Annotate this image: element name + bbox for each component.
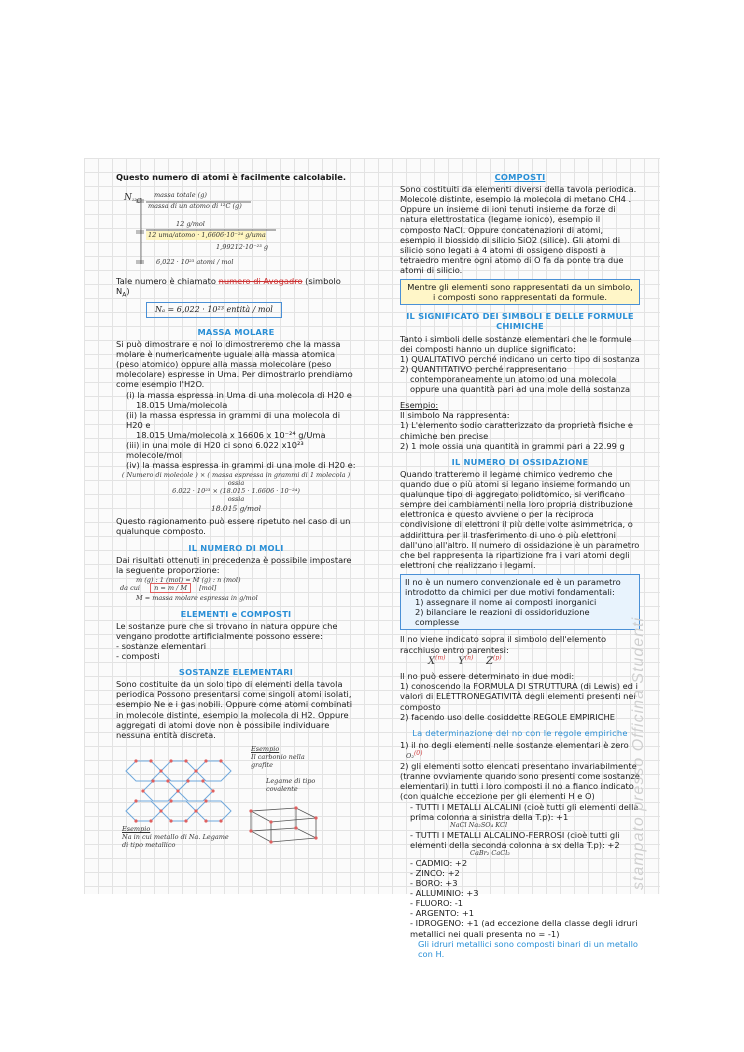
esempio-line: Il simbolo Na rappresenta: xyxy=(400,410,510,421)
oss-symbols xyxy=(428,655,640,669)
mm-calc-e: 18.015 g/mol xyxy=(211,504,261,514)
elementi-list-item: - composti xyxy=(116,651,160,662)
element-rule: - IDROGENO: +1 (ad eccezione della classe degli idruri metallici nei quali presenta no = -1) xyxy=(410,918,638,939)
mm-calc-c: 6.022 · 10²³ × (18.015 · 1.6606 · 10⁻²⁴) xyxy=(172,487,300,496)
elementi-list-item: - sostanze elementari xyxy=(116,640,207,651)
fig-label-esempio-2: Esempio xyxy=(122,824,151,833)
sostanze-title: SOSTANZE ELEMENTARI xyxy=(178,667,294,678)
element-rule: - ZINCO: +2 xyxy=(410,867,460,878)
calc-l1-den: massa di un atomo di ¹²C (g) xyxy=(148,202,242,211)
regole-line: 2) gli elementi sotto elencati presentano invariabilmente (tranne ovviamente quando sono presenti come sostanze elementari) in tutti i loro composti il no a fianco indicato (con qualche eccezione per gli elementi H e O) xyxy=(400,761,640,802)
oss-symbol: $Z^{(p)}$ xyxy=(486,654,502,668)
regole-title: La determinazione del no con le regole empiriche xyxy=(412,727,628,738)
sig-item: 1) QUALITATIVO perché indicano un certo tipo di sostanza xyxy=(400,353,640,364)
right-column xyxy=(400,172,640,959)
composti-title: COMPOSTI xyxy=(494,172,546,182)
element-rule: - FLUORO: -1 xyxy=(410,898,464,909)
moli-da-cui: da cui xyxy=(120,583,141,592)
mm-conclusion: Questo ragionamento può essere ripetuto nel caso di un qualunque composto. xyxy=(116,516,351,537)
alkf-examples: CaBr₂ CaCl₂ xyxy=(470,848,510,857)
ossidazione-title: IL NUMERO DI OSSIDAZIONE xyxy=(451,456,589,467)
oss-paragraph-3: Il no può essere determinato in due modi: xyxy=(400,671,575,682)
elements-list xyxy=(400,802,640,959)
esempio-line: 1) L'elemento sodio caratterizzato da proprietà fisiche e chimiche ben precise xyxy=(400,420,634,441)
regole-line-text: 1) il no degli elementi nelle sostanze elementari è zero xyxy=(400,739,629,750)
oss-box-line: 1) assegnare il nome ai composti inorganici xyxy=(415,597,597,608)
mm-item: 18.015 Uma/molecola xyxy=(136,399,228,410)
sig-item: 2) QUANTITATIVO perché rappresentano xyxy=(400,363,567,374)
watermark: stampato presso Officina Studenti xyxy=(630,616,647,890)
moli-formula: n = m / M xyxy=(150,583,191,593)
massa-molare-title: MASSA MOLARE xyxy=(197,326,275,337)
esempio-line: 2) 1 mole ossia una quantità in grammi pari a 22.99 g xyxy=(400,440,625,451)
calc-l1-num: massa totale (g) xyxy=(154,191,207,200)
significato-title: IL SIGNIFICATO DEI SIMBOLI E DELLE FORMULE CHIMICHE xyxy=(406,311,634,332)
ossidazione-paragraph: Quando tratteremo il legame chimico vedremo che quando due o più atomi si legano insieme formando un qualunque tipo di aggregato polidtomico, si verificano sempre dei cambiamenti nella loro propria distribuzione elettronica e questo avviene o per la reciproca condivisione di elettroni il più delle volte asimmetrica, o addirittura per il trasferimento di uno o più elettroni dall'uno all'altro. Il numero di ossidazione è un parametro che bel rappresenta la ripartizione fra i vari atomi degli elettroni che realizzano i legami. xyxy=(400,468,640,570)
sig-item: contemporaneamente un atomo od una molecola oppure una quantità pari ad una mole della sostanza xyxy=(410,373,631,395)
mm-item: 18.015 Uma/molecola x 16606 x 10⁻²⁴ g/Uma xyxy=(136,430,326,441)
calc-l3: 1,99212·10⁻²³ g xyxy=(216,243,269,252)
element-rule: - ALLUMINIO: +3 xyxy=(410,888,479,899)
left-column xyxy=(116,172,356,849)
element-rule: - TUTTI I METALLI ALCALINI (cioè tutti gli elementi della prima colonna a sinistra della T.p): +1 xyxy=(410,801,639,822)
regole-o2: O₂(0) xyxy=(406,749,423,761)
oss-mode: 1) conoscendo la FORMULA DI STRUTTURA (di Lewis) ed i valori di ELETTRONEGATIVITÀ degli elementi presenti nel composto xyxy=(400,681,638,712)
moli-equation: m (g) : 1 (mol) = M (g) : n (mol) xyxy=(136,575,241,584)
elementi-title: ELEMENTI e COMPOSTI xyxy=(180,608,292,619)
avogadro-text-a: Tale numero è chiamato xyxy=(116,276,216,287)
avogadro-formula-box: Nₐ = 6,022 · 10²³ entità / mol xyxy=(146,302,282,318)
oss-paragraph-2: Il no viene indicato sopra il simbolo dell'elemento racchiuso entro parentesi: xyxy=(400,634,607,655)
avogadro-sentence: Tale numero è chiamato numero di Avogadro (simbolo $N_A$) xyxy=(116,276,341,299)
massa-molare-paragraph: Si può dimostrare e noi lo dimostreremo che la massa molare è numericamente uguale alla massa atomica (peso atomico) oppure alla massa molecolare (peso molecolare) espresse in Uma. Per dimostrarlo prendiamo come esempio l'H2O. xyxy=(116,339,353,390)
mm-calc-d: ossia xyxy=(227,495,245,504)
fig-label-covalent: Legame di tipo covalente xyxy=(266,776,316,793)
oss-mode: 2) facendo uso delle cosiddette REGOLE EMPIRICHE xyxy=(400,711,616,722)
esempio-title: Esempio: xyxy=(400,400,439,411)
oss-box-line: Il no è un numero convenzionale ed è un parametro introdotto da chimici per due motivi fondamentali: xyxy=(405,576,621,598)
moli-paragraph: Dai risultati ottenuti in precedenza è possibile impostare la seguente proporzione: xyxy=(116,554,352,575)
element-rule: - ARGENTO: +1 xyxy=(410,908,475,919)
calc-l2-num: 12 g/mol xyxy=(176,220,205,229)
avogadro-strike: numero di Avogadro xyxy=(218,276,303,287)
moli-title: IL NUMERO DI MOLI xyxy=(188,542,284,553)
composti-box: Mentre gli elementi sono rappresentati da un simbolo, i composti sono rappresentati da formule. xyxy=(400,279,640,305)
significato-paragraph: Tanto i simboli delle sostanze elementari che le formule dei composti hanno un duplice significato: xyxy=(400,333,632,354)
element-rule: - CADMIO: +2 xyxy=(410,857,468,868)
calc-l2-den: 12 uma/atomo · 1,6606·10⁻²⁴ g/uma xyxy=(148,231,266,240)
mm-calc-b: ossia xyxy=(227,479,245,488)
element-rule: - BORO: +3 xyxy=(410,878,458,888)
graphite-and-metal-diagram xyxy=(116,746,356,846)
intro-text: Questo numero di atomi è facilmente calcolabile. xyxy=(116,172,346,182)
moli-derivation xyxy=(120,585,356,593)
fig-label-esempio-1: Esempio xyxy=(251,744,280,753)
oss-symbol: $Y^{(n)}$ xyxy=(458,654,474,668)
sostanze-paragraph: Sono costituite da un solo tipo di elementi della tavola periodica Possono presentarsi come singoli atomi isolati, esempio Ne e i gas nobili. Oppure come atomi combinati in molecole distinte, esempio la molecola di H2. Oppure aggregati di atomi dove non è possibile individuare nessuna entità discreta. xyxy=(116,679,353,740)
avogadro-calculation xyxy=(116,188,356,270)
mm-item: (iv) la massa espressa in grammi di una mole di H20 e: xyxy=(126,460,356,471)
avogadro-text-c: ) xyxy=(126,286,130,297)
oss-symbol: $X^{(m)}$ xyxy=(428,654,446,668)
element-rule: - TUTTI I METALLI ALCALINO-FERROSI (cioè tutti gli elementi della seconda colonna a sx della T.p): +2 xyxy=(410,829,620,850)
composti-paragraph: Sono costituiti da elementi diversi della tavola periodica. Molecole distinte, esempio la molecola di metano CH4 . Oppure un insieme di ioni tenuti insieme da forze di natura elettrostatica (legame ionico), esempio il composto NaCl. Oppure concatenazioni di atomi, esempio il biossido di silicio SiO2 (silice). Gli atomi di silicio sono legati a 4 atomi di ossigeno disposti a tetraedro mentre ogni atomo di O fa da ponte tra due atomi di silicio. xyxy=(400,184,637,275)
mm-item: (ii) la massa espressa in grammi di una molecola di H20 e xyxy=(126,409,340,430)
moli-note: M = massa molare espressa in g/mol xyxy=(136,593,258,602)
structure-figures xyxy=(116,744,356,849)
avogadro-text-b: (simbolo N xyxy=(116,276,341,297)
fig-label-graphite: Il carbonio nella grafite xyxy=(251,752,305,769)
ossidazione-box xyxy=(400,574,640,631)
mm-item: (i) la massa espressa in Uma di una molecola di H20 e xyxy=(126,389,352,400)
idruri-note: Gli idruri metallici sono composti binari di un metallo con H. xyxy=(418,938,639,959)
calc-lhs: N xyxy=(124,193,132,204)
oss-box-line: 2) bilanciare le reazioni di ossidoriduzione complesse xyxy=(415,607,590,628)
elementi-paragraph: Le sostanze pure che si trovano in natura oppure che vengano prodotte artificialmente possono essere: xyxy=(116,620,338,641)
metal-lattice xyxy=(251,808,316,842)
moli-unit: [mol] xyxy=(199,583,217,592)
calc-lhs-sub: ¹²C xyxy=(131,197,142,205)
alk-examples: NaCl Na₂SO₄ KCl xyxy=(450,820,508,829)
mm-item: (iii) in una mole di H20 ci sono 6.022 x10²³ molecole/mol xyxy=(126,440,304,461)
regole-line xyxy=(400,740,640,761)
fig-label-metal: Na in cui metallo di Na. Legame di tipo metallico xyxy=(122,832,229,849)
massa-molare-list xyxy=(116,390,356,471)
mm-calc-a: ( Numero di molecole ) × ( massa espressa in grammi di 1 molecola ) xyxy=(121,471,351,480)
calc-fraction-lines xyxy=(116,188,356,270)
calc-result: 6,022 · 10²³ atomi / mol xyxy=(156,258,234,267)
